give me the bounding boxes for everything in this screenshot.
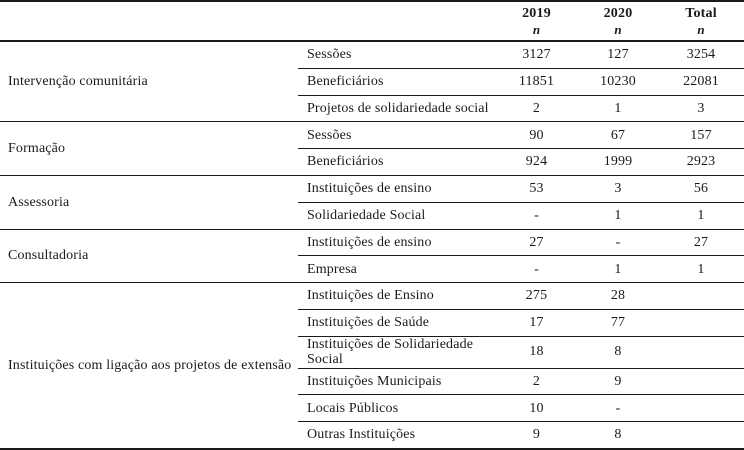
category-instituicoes-ligacao-extensao: Instituições com ligação aos projetos de extensão xyxy=(0,283,298,449)
value-2019: - xyxy=(495,202,578,229)
header-col-2019 xyxy=(495,1,578,41)
value-2019: 90 xyxy=(495,122,578,149)
header-n-total-label: n xyxy=(697,22,705,37)
row-label: Instituições Municipais xyxy=(298,368,495,395)
value-total: 3 xyxy=(658,95,744,122)
header-subcategory-blank xyxy=(298,1,495,41)
row-label: Sessões xyxy=(298,122,495,149)
row-label: Instituições de ensino xyxy=(298,175,495,202)
header-n-2020-label: n xyxy=(614,22,622,37)
value-2020: 77 xyxy=(578,309,658,336)
value-2020: 1 xyxy=(578,202,658,229)
header-year-2020-label: 2020 xyxy=(603,6,633,21)
value-2019: 275 xyxy=(495,283,578,310)
row-label: Instituições de ensino xyxy=(298,229,495,256)
value-total: 3254 xyxy=(658,41,744,68)
value-2020: 10230 xyxy=(578,68,658,95)
value-total: 1 xyxy=(658,256,744,283)
value-2019: 53 xyxy=(495,175,578,202)
value-total: 1 xyxy=(658,202,744,229)
value-2019: 11851 xyxy=(495,68,578,95)
value-2019: 10 xyxy=(495,395,578,422)
value-2019: 17 xyxy=(495,309,578,336)
value-total: 27 xyxy=(658,229,744,256)
value-total xyxy=(658,336,744,368)
value-2020: 8 xyxy=(578,422,658,449)
row-label: Instituições de Solidariedade Social xyxy=(298,336,495,368)
value-2020: - xyxy=(578,229,658,256)
value-2019: - xyxy=(495,256,578,283)
value-2019: 27 xyxy=(495,229,578,256)
row-label: Outras Instituições xyxy=(298,422,495,449)
table-row xyxy=(0,122,744,149)
value-2020: 9 xyxy=(578,368,658,395)
value-total xyxy=(658,422,744,449)
value-2019: 18 xyxy=(495,336,578,368)
value-2019: 2 xyxy=(495,95,578,122)
value-2020: 1 xyxy=(578,256,658,283)
table-row xyxy=(0,229,744,256)
value-2019: 3127 xyxy=(495,41,578,68)
value-2019: 924 xyxy=(495,149,578,176)
value-2020: 127 xyxy=(578,41,658,68)
header-category-blank xyxy=(0,1,298,41)
header-year-2019-label: 2019 xyxy=(522,6,551,21)
value-2020: 1999 xyxy=(578,149,658,176)
value-2020: 67 xyxy=(578,122,658,149)
row-label: Locais Públicos xyxy=(298,395,495,422)
row-label: Beneficiários xyxy=(298,149,495,176)
row-label: Empresa xyxy=(298,256,495,283)
value-total: 56 xyxy=(658,175,744,202)
table-row xyxy=(0,41,744,68)
category-assessoria: Assessoria xyxy=(0,175,298,229)
row-label: Sessões xyxy=(298,41,495,68)
value-total xyxy=(658,309,744,336)
table-row xyxy=(0,175,744,202)
value-total xyxy=(658,368,744,395)
value-total: 2923 xyxy=(658,149,744,176)
header-total-label: Total xyxy=(685,6,717,21)
value-2020: 28 xyxy=(578,283,658,310)
header-n-2019-label: n xyxy=(532,22,541,37)
value-2019: 2 xyxy=(495,368,578,395)
value-total: 22081 xyxy=(658,68,744,95)
row-label: Instituições de Saúde xyxy=(298,309,495,336)
row-label: Beneficiários xyxy=(298,68,495,95)
value-2020: 1 xyxy=(578,95,658,122)
value-total xyxy=(658,395,744,422)
value-2019: 9 xyxy=(495,422,578,449)
value-total xyxy=(658,283,744,310)
value-2020: 3 xyxy=(578,175,658,202)
header-row xyxy=(0,1,744,41)
row-label: Solidariedade Social xyxy=(298,202,495,229)
row-label: Instituições de Ensino xyxy=(298,283,495,310)
category-formacao: Formação xyxy=(0,122,298,176)
header-col-total xyxy=(658,1,744,41)
header-col-2020 xyxy=(578,1,658,41)
category-intervencao-comunitaria: Intervenção comunitária xyxy=(0,41,298,122)
row-label: Projetos de solidariedade social xyxy=(298,95,495,122)
value-total: 157 xyxy=(658,122,744,149)
category-consultadoria: Consultadoria xyxy=(0,229,298,283)
value-2020: - xyxy=(578,395,658,422)
value-2020: 8 xyxy=(578,336,658,368)
table-row xyxy=(0,283,744,310)
